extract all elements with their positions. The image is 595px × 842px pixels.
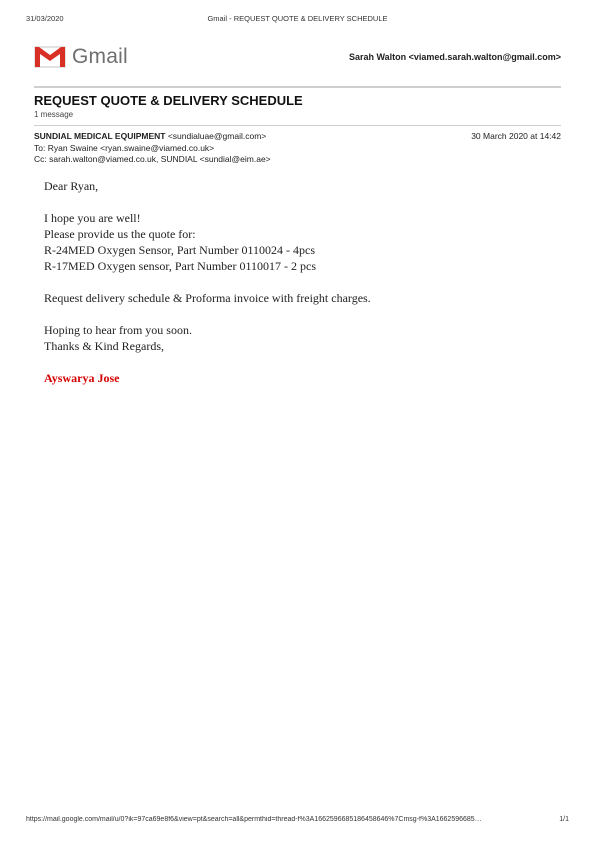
- sender-name: SUNDIAL MEDICAL EQUIPMENT: [34, 131, 166, 141]
- message-count: 1 message: [34, 110, 74, 119]
- print-title: Gmail - REQUEST QUOTE & DELIVERY SCHEDULE: [207, 14, 388, 23]
- body-line: R-17MED Oxygen sensor, Part Number 0110017 - 2 pcs: [44, 259, 317, 273]
- paragraph-gap: [44, 274, 555, 290]
- print-header: [26, 14, 569, 26]
- print-url: https://mail.google.com/mail/u/0?ik=97ca69e8f6&view=pt&search=all&permthid=thread-f%3A1662596685186458646%7Cmsg-f%3A1662596685…: [26, 816, 482, 823]
- subject-divider: [34, 125, 561, 126]
- gmail-wordmark: Gmail: [72, 45, 128, 68]
- body-line: R-24MED Oxygen Sensor, Part Number 0110024 - 4pcs: [44, 243, 316, 257]
- greeting: Dear Ryan,: [44, 179, 99, 193]
- print-footer: [26, 816, 569, 828]
- body-line: Hoping to hear from you soon.: [44, 323, 192, 337]
- paragraph-gap: [44, 354, 555, 370]
- to-line: To: Ryan Swaine <ryan.swaine@viamed.co.uk>: [34, 142, 215, 153]
- paragraph-gap: [44, 194, 555, 210]
- signature: Ayswarya Jose: [44, 371, 120, 385]
- body-line: Request delivery schedule & Proforma invoice with freight charges.: [44, 291, 371, 305]
- thread-subject: REQUEST QUOTE & DELIVERY SCHEDULE: [34, 93, 303, 108]
- message-date: 30 March 2020 at 14:42: [471, 131, 561, 141]
- sender-email: <sundialuae@gmail.com>: [167, 131, 267, 141]
- body-line: Thanks & Kind Regards,: [44, 339, 164, 353]
- gmail-envelope-icon: [34, 45, 66, 69]
- message-body: [44, 178, 555, 386]
- account-label: Sarah Walton <viamed.sarah.walton@gmail.com>: [348, 52, 561, 62]
- gmail-logo: [34, 44, 128, 70]
- body-line: I hope you are well!: [44, 211, 141, 225]
- print-date: 31/03/2020: [26, 14, 64, 23]
- message-meta: [34, 131, 561, 166]
- cc-line: Cc: sarah.walton@viamed.co.uk, SUNDIAL <sundial@eim.ae>: [34, 154, 271, 164]
- header-divider: [34, 86, 561, 88]
- logo-row: [34, 44, 561, 72]
- print-page-number: 1/1: [559, 816, 569, 823]
- body-line: Please provide us the quote for:: [44, 227, 196, 241]
- paragraph-gap: [44, 306, 555, 322]
